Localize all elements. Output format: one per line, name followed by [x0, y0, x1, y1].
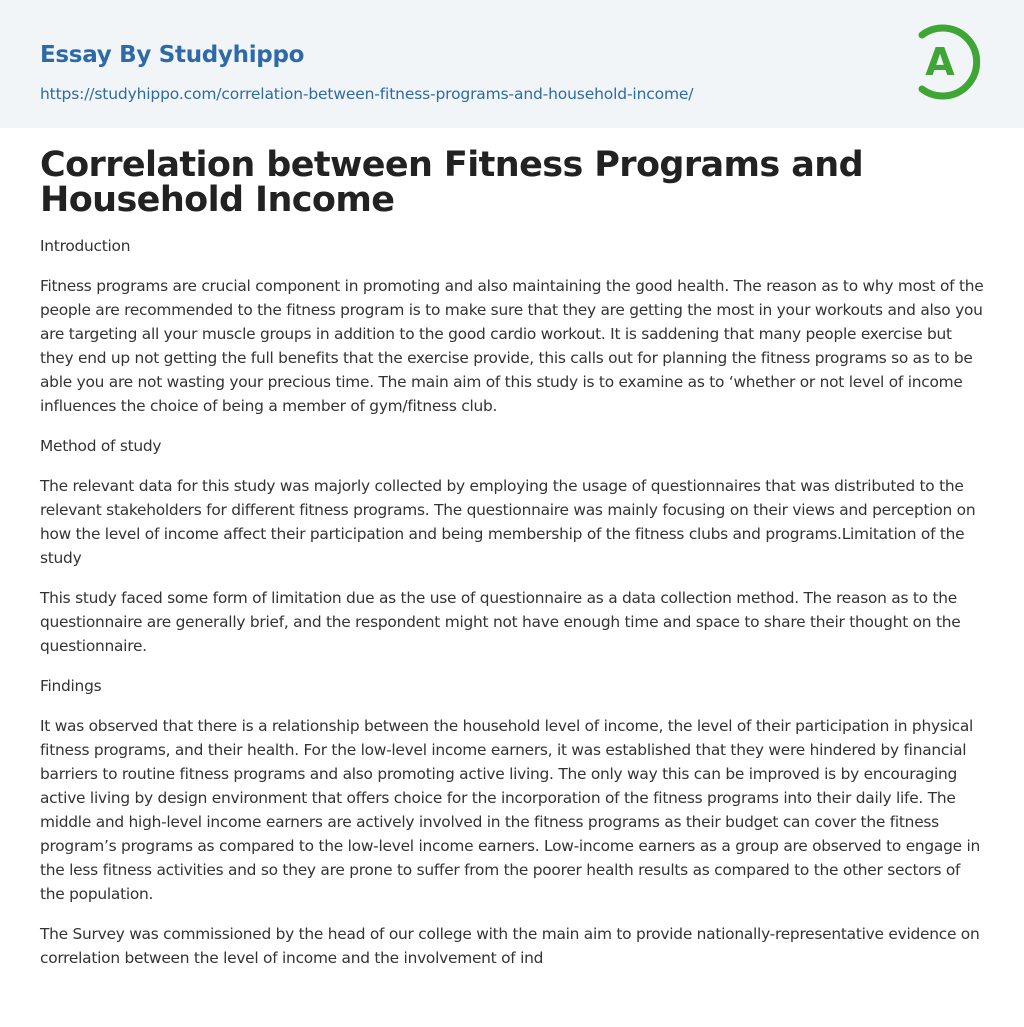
logo-letter: A	[925, 40, 955, 84]
paragraph-method: The relevant data for this study was majorly collected by employing the usage of questionnaires that was distributed to the relevant stakeholders for different fitness programs. The questionnaire was mainly focusing on their views and perception on how the level of income affect their participation and being membership of the fitness clubs and programs.Limitation of the study	[40, 477, 976, 567]
article-body	[40, 234, 985, 986]
brand-title[interactable]: Essay By Studyhippo	[40, 42, 305, 68]
section-heading-introduction: Introduction	[40, 237, 131, 255]
section-heading-method: Method of study	[40, 437, 162, 455]
paragraph-survey: The Survey was commissioned by the head of our college with the main aim to provide nationally-representative evidence on correlation between the level of income and the involvement of ind	[40, 925, 980, 967]
studyhippo-logo-icon[interactable]	[912, 19, 986, 105]
source-url-link[interactable]: https://studyhippo.com/correlation-between-fitness-programs-and-household-income/	[40, 85, 694, 103]
article-title: Correlation between Fitness Programs and Household Income	[40, 145, 864, 220]
page-header	[0, 0, 1024, 128]
paragraph-findings: It was observed that there is a relationship between the household level of income, the level of their participation in physical fitness programs, and their health. For the low-level income earners, it was established that they were hindered by financial barriers to routine fitness programs and also promoting active living. The only way this can be improved is by encouraging active living by design environment that offers choice for the incorporation of the fitness programs into their daily life. The middle and high-level income earners are actively involved in the fitness programs as their budget can cover the fitness program’s programs as compared to the low-level income earners. Low-income earners as a group are observed to engage in the less fitness activities and so they are prone to suffer from the poorer health results as compared to the other sectors of the population.	[40, 717, 981, 903]
paragraph-limitation: This study faced some form of limitation due as the use of questionnaire as a data collection method. The reason as to the questionnaire are generally brief, and the respondent might not have enough time and space to share their thought on the questionnaire.	[40, 589, 961, 655]
section-heading-findings: Findings	[40, 677, 102, 695]
paragraph-introduction: Fitness programs are crucial component in promoting and also maintaining the good health. The reason as to why most of the people are recommended to the fitness program is to make sure that they are getting the most in your workouts and also you are targeting all your muscle groups in addition to the good cardio workout. It is saddening that many people exercise but they end up not getting the full benefits that the exercise provide, this calls out for planning the fitness programs so as to be able you are not wasting your precious time. The main aim of this study is to examine as to ‘whether or not level of income influences the choice of being a member of gym/fitness club.	[40, 277, 984, 415]
